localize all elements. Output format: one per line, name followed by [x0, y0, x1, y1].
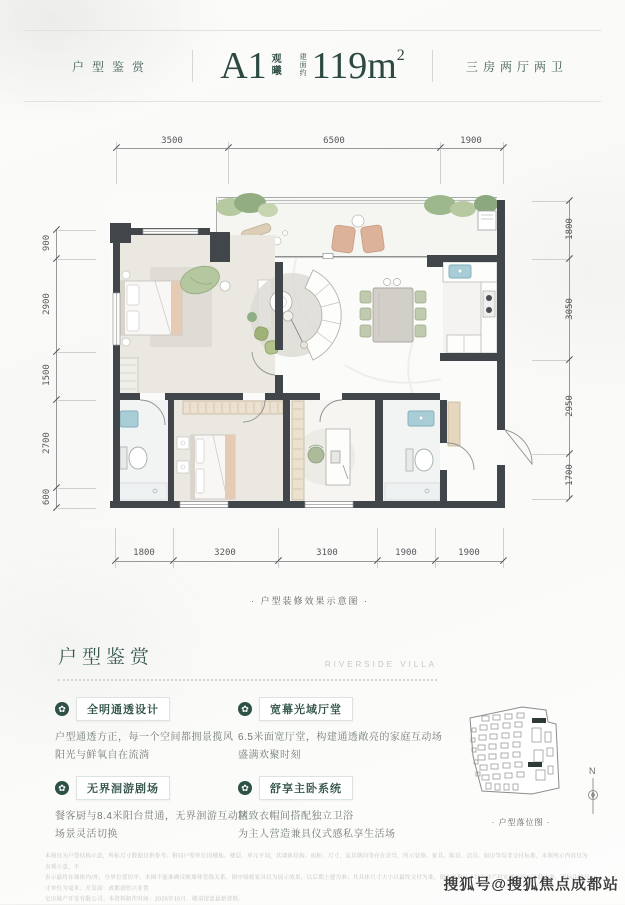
feature-desc	[55, 729, 267, 765]
compass-letter: N	[589, 766, 596, 776]
feature-desc-line: 阳光与鲜氧自在流淌	[55, 750, 150, 761]
dim-top-2: 6500	[323, 136, 345, 146]
feature-card-1	[55, 697, 267, 765]
feature-card-4	[238, 776, 450, 844]
bathroom-1	[119, 400, 168, 501]
header-left-label: 户型鉴赏	[71, 59, 152, 74]
kitchen	[443, 262, 497, 353]
flower-badge-icon: ✿	[238, 781, 252, 795]
feature-title: 舒享主卧系统	[259, 776, 353, 800]
dim-left-4: 2700	[42, 432, 52, 454]
flower-badge-icon: ✿	[55, 781, 69, 795]
wardrobe	[292, 401, 304, 500]
dim-bottom-3: 3100	[316, 548, 338, 558]
desk-chair	[308, 447, 324, 463]
unit-name-bottom: 曦	[271, 66, 282, 77]
header	[24, 30, 601, 102]
study	[290, 400, 375, 501]
dim-top-3: 1900	[460, 136, 482, 146]
dim-left-1: 900	[42, 234, 52, 252]
feature-card-3	[55, 776, 267, 844]
feature-desc-line: 为主人营造兼具仪式感私享生活场	[238, 829, 396, 840]
feature-desc-line: 餐客厨与8.4米阳台贯通，无界洄游互动区	[55, 811, 249, 822]
dim-right-4: 1700	[565, 464, 575, 486]
bedroom-2	[174, 400, 283, 501]
stove	[483, 291, 495, 317]
ac-unit	[478, 211, 496, 230]
area-prefix: 建面约	[299, 53, 307, 78]
feature-title: 无界洄游剧场	[76, 776, 170, 800]
sink	[120, 411, 138, 427]
feature-card-2	[238, 697, 450, 765]
disclaimer-line: 宅房地产开发有限公司；本资料制作时间：2025年10月，敬请留意最新资料。	[45, 896, 245, 903]
unit-name	[272, 54, 282, 78]
highlighted-building	[532, 718, 546, 723]
siteplan-caption: · 户型落位图 ·	[491, 818, 551, 827]
area-value	[312, 47, 405, 85]
entry-hall	[447, 361, 497, 501]
floorplan-svg	[95, 185, 535, 530]
watermark: 搜狐号@搜狐焦点成都站	[443, 876, 619, 893]
dim-right-2: 3050	[565, 298, 575, 320]
feature-desc-line: 6.5米面宽厅堂，构建通透敞亮的家庭互动场	[238, 732, 443, 743]
section-subtitle: RIVERSIDE VILLA	[324, 660, 437, 669]
dim-left-5: 600	[42, 488, 52, 506]
feature-desc	[238, 729, 450, 765]
feature-desc-line: 户型通透方正，每一个空间都拥景揽风	[55, 732, 234, 743]
area-superscript: 2	[396, 47, 405, 64]
shower	[385, 483, 440, 500]
section-divider	[58, 679, 437, 681]
disclaimer-line: 本图仅为户型结构示意，所标尺寸数据仅供参考；相同户型单位因楼栋、楼层、单元不同，其墙体结构、面积、尺寸，及其朝向等存在差异，所示装修、家具、陈设、洁具、厨房等均非交付标准，本图所示内容仅为直观示意，不	[45, 853, 588, 870]
feature-desc-line: 盛满欢聚时刻	[238, 750, 301, 761]
toilet	[415, 449, 433, 471]
dim-bottom-5: 1900	[458, 548, 480, 558]
highlighted-building	[528, 762, 542, 767]
area-number: 119m	[311, 45, 397, 87]
shoe-cabinet	[448, 402, 460, 446]
dim-left-2: 2900	[42, 293, 52, 315]
dim-right-1: 1800	[565, 218, 575, 240]
shower	[119, 483, 167, 500]
unit-code: A1	[220, 45, 267, 87]
feature-desc	[55, 808, 267, 844]
dim-top-1: 3500	[161, 136, 183, 146]
section-title: 户型鉴赏	[58, 647, 155, 668]
plan-caption: · 户型装修效果示意图 ·	[251, 596, 369, 606]
bathroom-2	[383, 400, 440, 501]
disclaimer-line: 表示最终在墙体内/外，分界位置居中，本图不能准确反映墙体管线关系，图中绿植家具仅为展示效果，以后期土建为准；其具体尺寸大小以最终交付为准，图中面积尺寸以不动产权实测及相应证载为准，所标注的尺寸单位为毫米；开发商：成都润恒兴业置	[45, 874, 590, 892]
feature-desc	[238, 808, 450, 844]
feature-desc-line: 精致衣帽间搭配独立卫浴	[238, 811, 354, 822]
closet	[118, 358, 138, 396]
dim-right-3: 2950	[565, 395, 575, 417]
header-title	[193, 47, 432, 85]
dim-bottom-1: 1800	[133, 548, 155, 558]
dim-bottom-4: 1900	[395, 548, 417, 558]
floor-lamp	[301, 342, 308, 349]
flower-badge-icon: ✿	[238, 702, 252, 716]
feature-title: 宽幕光域厅堂	[259, 697, 353, 721]
feature-title: 全明通透设计	[76, 697, 170, 721]
dim-left-3: 1500	[42, 364, 52, 386]
unit-name-top: 观	[271, 54, 282, 65]
dim-bottom-2: 3200	[214, 548, 236, 558]
header-right-label: 三房两厅两卫	[465, 59, 568, 74]
flower-badge-icon: ✿	[55, 702, 69, 716]
feature-desc-line: 场景灵活切换	[55, 829, 118, 840]
compass-icon	[578, 762, 608, 820]
toilet	[129, 447, 147, 469]
plant-pot	[247, 312, 257, 322]
